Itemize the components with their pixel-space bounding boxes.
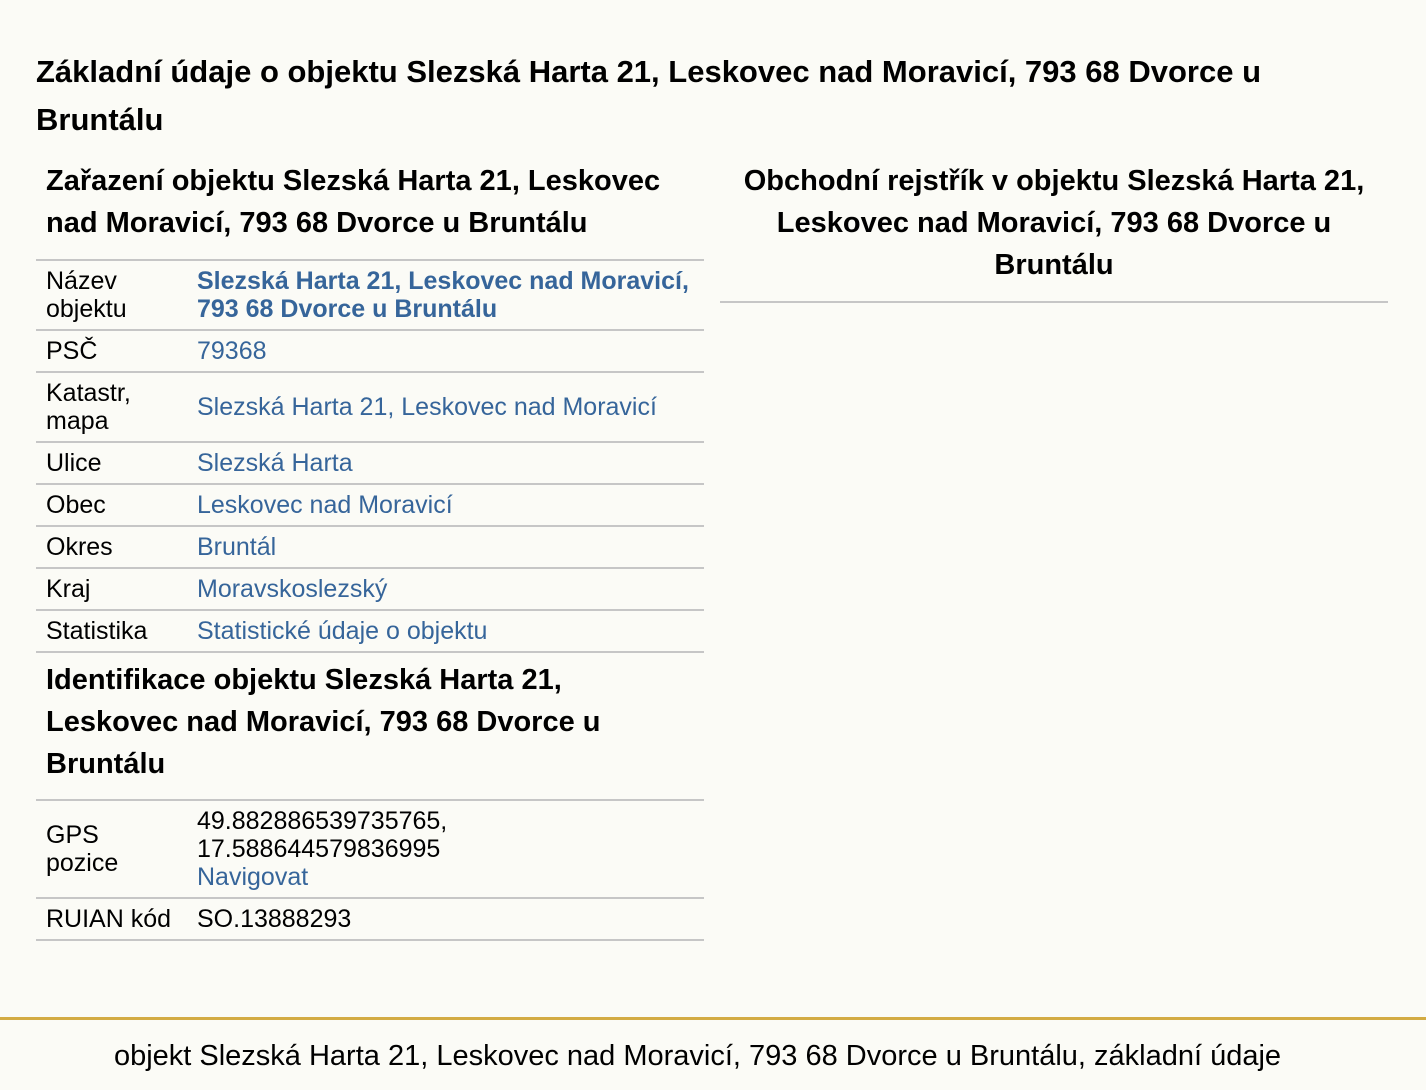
footer-text: objekt Slezská Harta 21, Leskovec nad Moravicí, 793 68 Dvorce u Bruntálu, základní údaje: [113, 1040, 1282, 1072]
table-row: [36, 372, 704, 442]
row-label-gps: GPS pozice: [36, 801, 187, 898]
row-label-district: Okres: [36, 526, 187, 568]
row-label-street: Ulice: [36, 442, 187, 484]
footer-divider: [0, 1017, 1426, 1020]
classification-heading: Zařazení objektu Slezská Harta 21, Leskovec nad Moravicí, 793 68 Dvorce u Bruntálu: [46, 165, 661, 239]
table-row: [36, 261, 704, 330]
district-link[interactable]: Bruntál: [197, 533, 277, 561]
region-link[interactable]: Moravskoslezský: [197, 575, 388, 603]
row-value-ruian: SO.13888293: [187, 898, 704, 940]
row-label-cadastre: Katastr, mapa: [36, 372, 187, 442]
row-value-street: [187, 442, 704, 484]
row-value-gps: [187, 801, 704, 898]
street-link[interactable]: Slezská Harta: [197, 449, 353, 477]
cadastre-map-link[interactable]: Slezská Harta 21, Leskovec nad Moravicí: [197, 393, 657, 421]
row-value-statistics: [187, 610, 704, 652]
municipality-link[interactable]: Leskovec nad Moravicí: [197, 491, 453, 519]
table-row: [36, 330, 704, 372]
statistics-link[interactable]: Statistické údaje o objektu: [197, 617, 488, 645]
page-title: Základní údaje o objektu Slezská Harta 21, Leskovec nad Moravicí, 793 68 Dvorce u Bruntálu: [36, 54, 1262, 137]
table-row: [36, 568, 704, 610]
business-register-divider: [720, 301, 1388, 303]
psc-link[interactable]: 79368: [197, 337, 267, 365]
row-label-statistics: Statistika: [36, 610, 187, 652]
row-label-region: Kraj: [36, 568, 187, 610]
row-label-ruian: RUIAN kód: [36, 898, 187, 940]
table-row: [36, 484, 704, 526]
row-label-psc: PSČ: [36, 330, 187, 372]
business-register-heading: Obchodní rejstřík v objektu Slezská Harta 21, Leskovec nad Moravicí, 793 68 Dvorce u Bruntálu: [743, 165, 1365, 281]
object-name-link[interactable]: Slezská Harta 21, Leskovec nad Moravicí, 793 68 Dvorce u Bruntálu: [197, 267, 689, 323]
row-label-object-name: Název objektu: [36, 261, 187, 330]
navigate-link[interactable]: Navigovat: [197, 863, 309, 891]
row-value-region: [187, 568, 704, 610]
table-row: [36, 801, 704, 898]
business-register-column: [720, 160, 1388, 303]
identification-heading: Identifikace objektu Slezská Harta 21, Leskovec nad Moravicí, 793 68 Dvorce u Bruntálu: [46, 664, 601, 780]
table-row: [36, 526, 704, 568]
row-value-object-name: [187, 261, 704, 330]
object-info-column: [36, 160, 704, 941]
identification-table: [36, 801, 704, 941]
row-value-municipality: [187, 484, 704, 526]
table-row: [36, 898, 704, 940]
table-row: [36, 610, 704, 652]
gps-coordinates: 49.882886539735765, 17.588644579836995: [197, 807, 448, 863]
row-label-municipality: Obec: [36, 484, 187, 526]
row-value-district: [187, 526, 704, 568]
classification-table: [36, 261, 704, 653]
row-value-cadastre: [187, 372, 704, 442]
row-value-psc: [187, 330, 704, 372]
table-row: [36, 442, 704, 484]
